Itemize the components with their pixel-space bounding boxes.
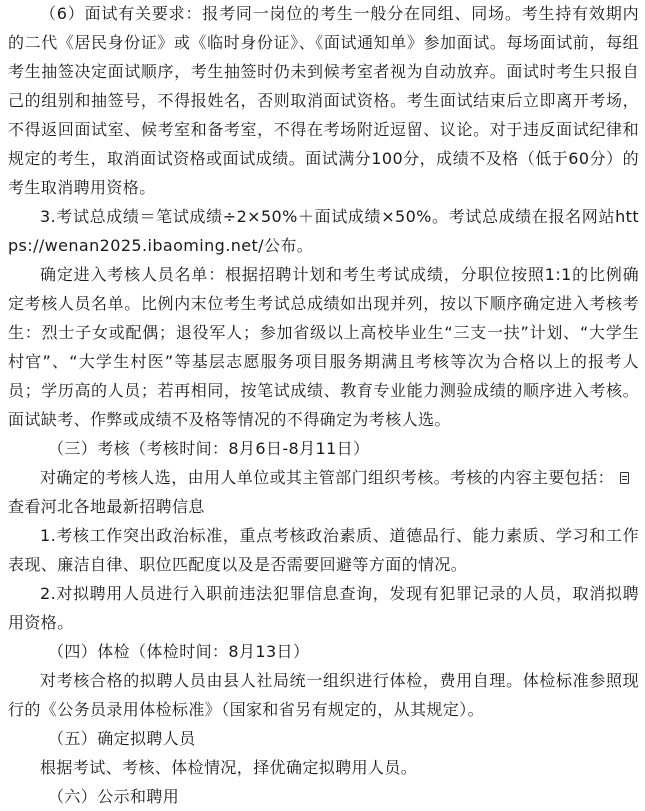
document-icon <box>620 472 629 484</box>
criminal-check-paragraph: 2.对拟聘用人员进行入职前违法犯罪信息查询，发现有犯罪记录的人员，取消拟聘用资格。 <box>8 584 639 632</box>
section-heading-publicity: （六）公示和聘用 <box>48 787 180 806</box>
section-heading-assessment: （三）考核（考核时间：8月6日-8月11日） <box>48 439 370 458</box>
assessment-content-paragraph <box>0 463 645 521</box>
section-heading-confirm-hire: （五）确定拟聘人员 <box>48 729 196 748</box>
political-standard-paragraph: 1.考核工作突出政治标准，重点考核政治素质、道德品行、能力素质、学习和工作表现、廉洁自律、职位匹配度以及是否需要回避等方面的情况。 <box>8 526 639 574</box>
section-heading-physical-exam: （四）体检（体检时间：8月13日） <box>48 642 310 661</box>
assessment-content-text: 对确定的考核人选，由用人单位或其主管部门组织考核。考核的内容主要包括： <box>40 468 615 487</box>
assessment-list-paragraph: 确定进入考核人员名单：根据招聘计划和考生考试成绩，分职位按照1:1的比例确定考核人员名单。比例内末位考生考试总成绩如出现并列，按以下顺序确定进入考核考生：烈士子女或配偶；退役军人；参加省级以上高校毕业生“三支一扶”计划、“大学生村官”、“大学生村医”等基层志愿服务项目服务期满且考核等次为合格以上的报考人员；学历高的人员；若再相同，按笔试成绩、教育专业能力测验成绩的顺序进入考核。面试缺考、作弊或成绩不及格等情况的不得确定为考核人选。 <box>8 265 639 429</box>
physical-exam-paragraph: 对考核合格的拟聘人员由县人社局统一组织进行体检，费用自理。体检标准参照现行的《公务员录用体检标准》（国家和省另有规定的，从其规定）。 <box>8 671 639 719</box>
recruitment-info-link[interactable]: 查看河北各地最新招聘信息 <box>8 497 205 516</box>
interview-requirements-paragraph: （6）面试有关要求：报考同一岗位的考生一般分在同组、同场。考生持有效期内的二代《居民身份证》或《临时身份证》、《面试通知单》参加面试。每场面试前，每组考生抽签决定面试顺序，考生抽签时仍未到候考室者视为自动放弃。面试时考生只报自己的组别和抽签号，不得报姓名，否则取消面试资格。考生面试结束后立即离开考场，不得返回面试室、候考室和备考室，不得在考场附近逗留、议论。对于违反面试纪律和规定的考生，取消面试资格或面试成绩。面试满分100分，成绩不及格（低于60分）的考生取消聘用资格。 <box>8 4 639 197</box>
total-score-paragraph: 3.考试总成绩＝笔试成绩÷2×50%＋面试成绩×50%。考试总成绩在报名网站https://wenan2025.ibaoming.net/公布。 <box>8 207 639 255</box>
confirm-hire-paragraph: 根据考试、考核、体检情况，择优确定拟聘用人员。 <box>40 758 418 777</box>
